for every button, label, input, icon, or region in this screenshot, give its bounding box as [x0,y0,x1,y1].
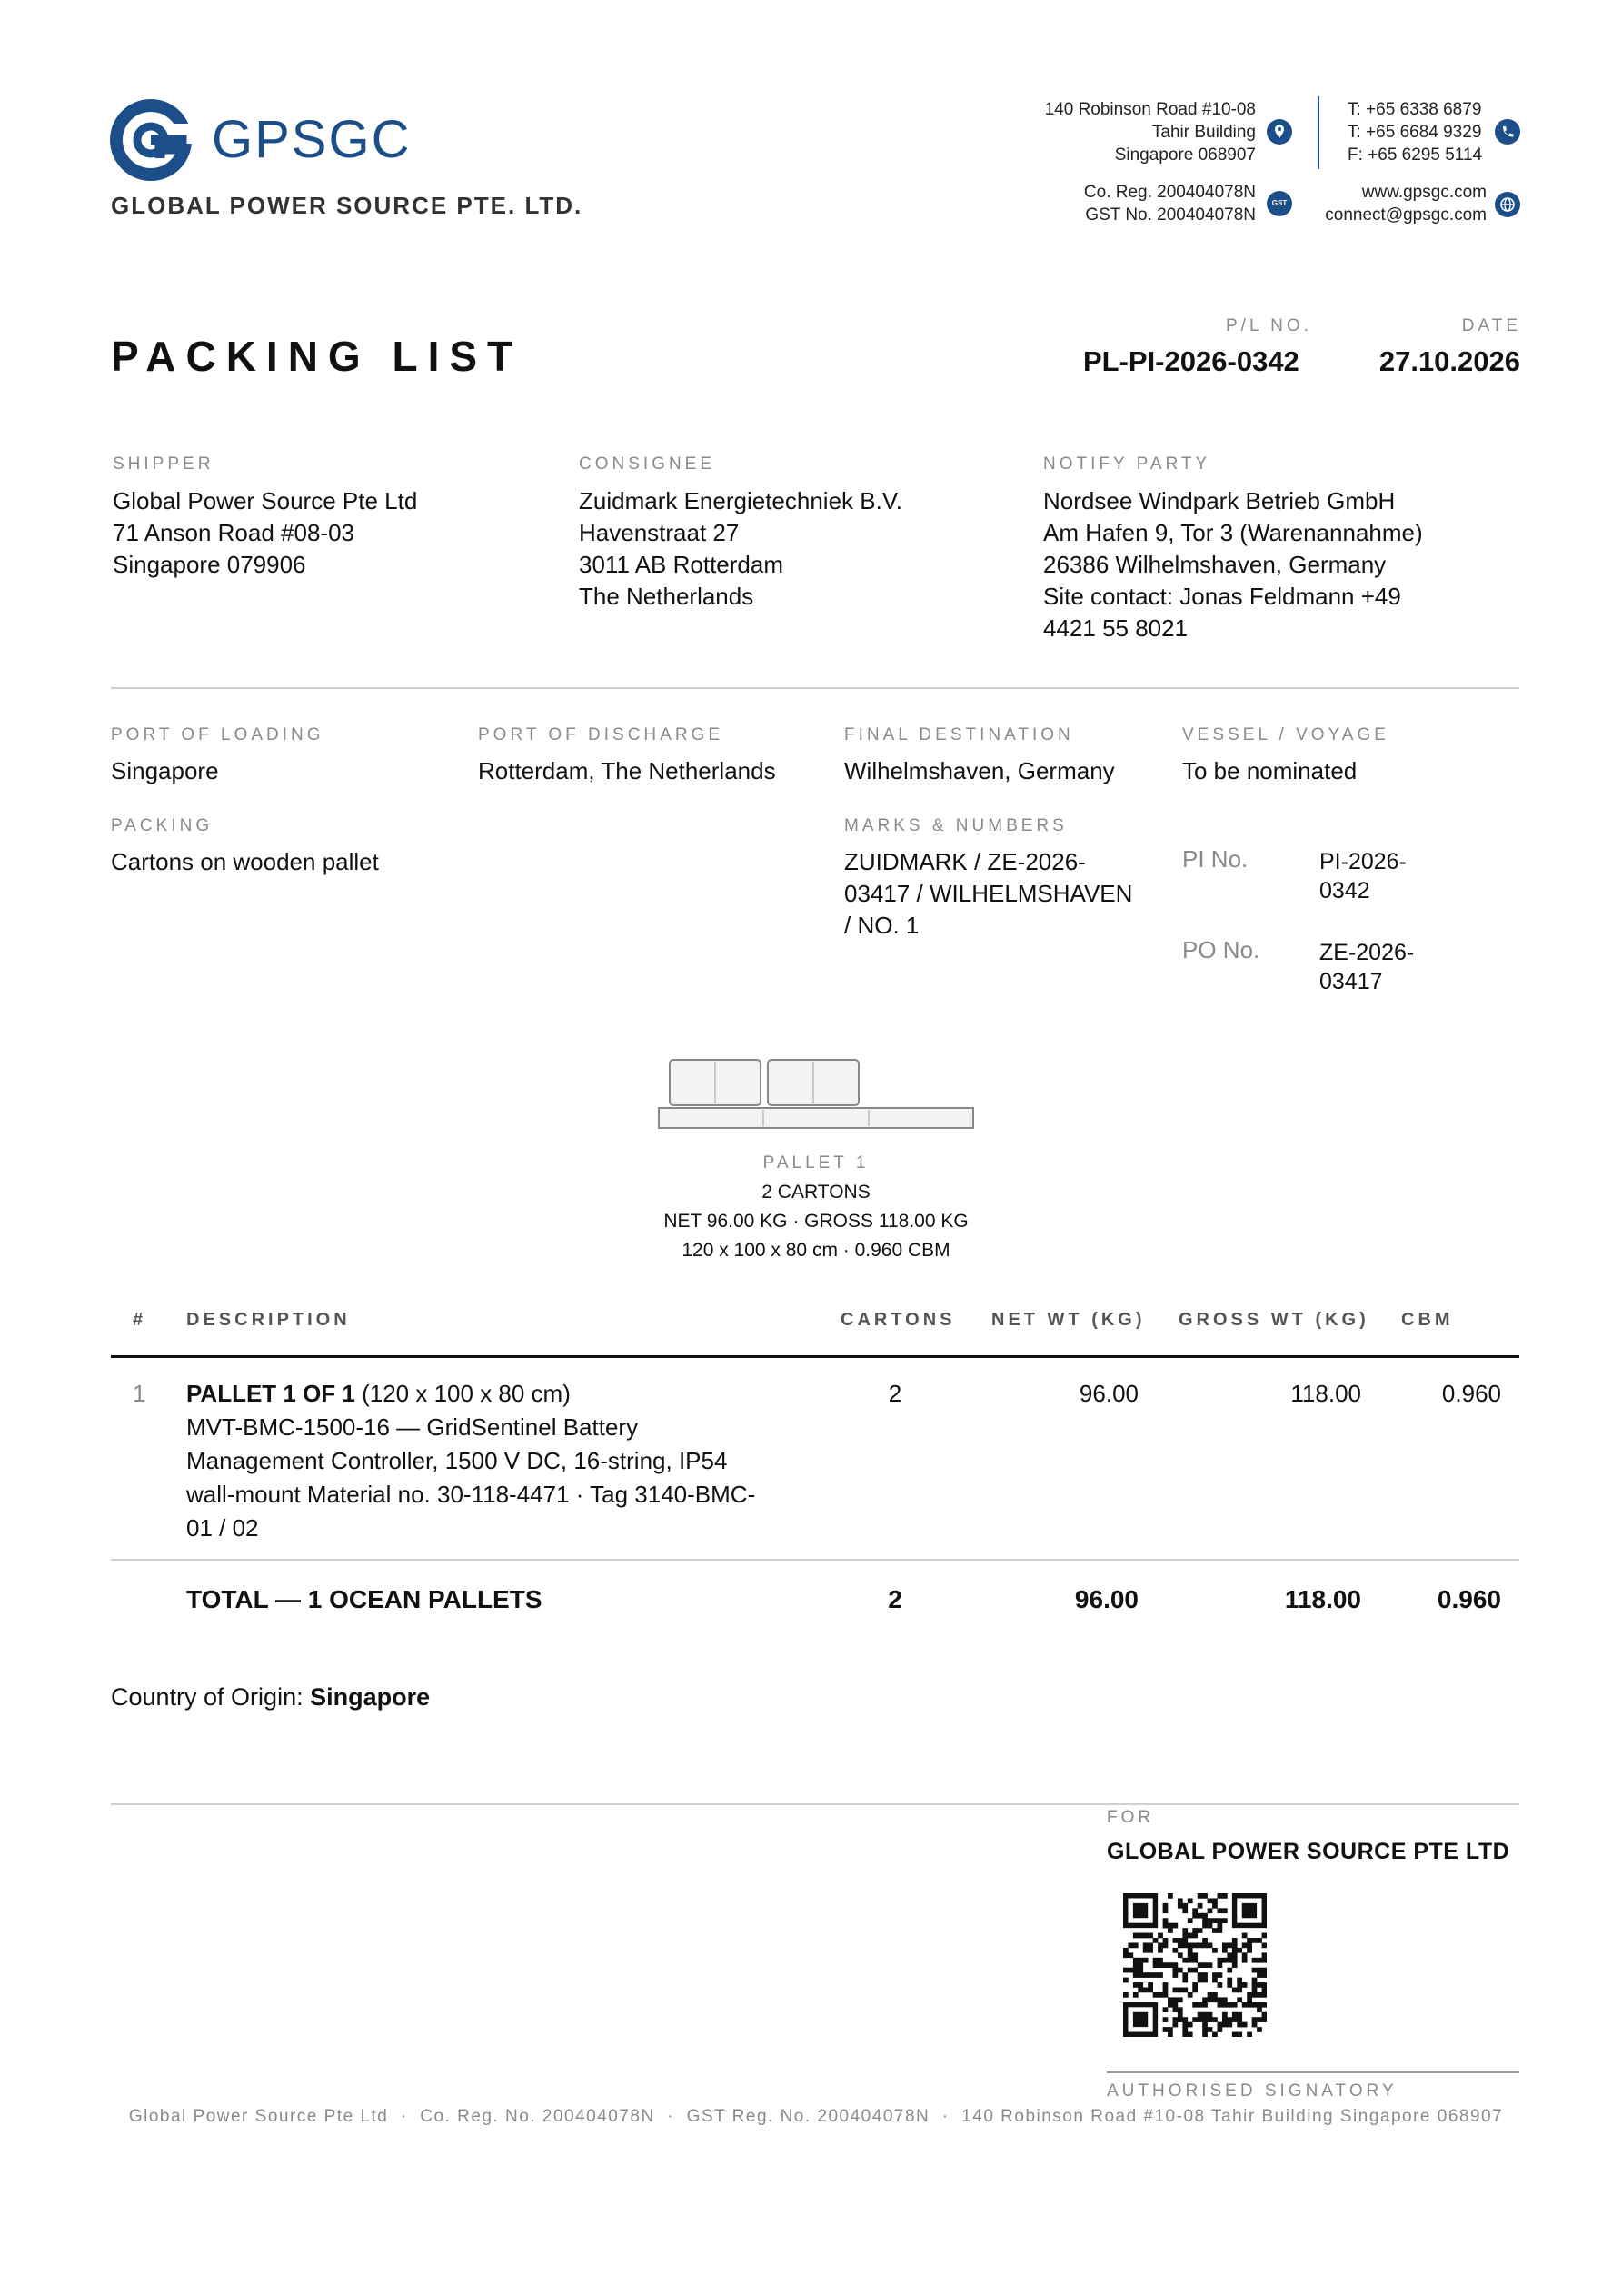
total-gross-wt: 118.00 [1284,1585,1361,1613]
shipper-block: SHIPPER Global Power Source Pte Ltd 71 Anson Road #08-03 Singapore 079906 [113,454,418,578]
phone-icon [1495,119,1520,145]
date-value: 27.10.2026 [1378,345,1520,377]
pl-no-label: P/L NO. [1226,316,1312,335]
row-cartons: 2 [888,1380,902,1407]
po-no-value: ZE-2026- 03417 [1319,940,1415,994]
company-logo-text: GPSGC [212,110,412,169]
col-header-num: # [133,1310,147,1330]
row-description: PALLET 1 OF 1 (120 x 100 x 80 cm) MVT-BMC-1500-16 — GridSentinel Battery Management Controller, 1500 V DC, 16-string, IP54 wall-mount Material no. 30-118-4471 · Tag 3140-BMC- 01 / 02 [186,1380,756,1542]
company-address: 140 Robinson Road #10-08 Tahir Building Singapore 068907 [1044,100,1256,165]
pallet-weights: NET 96.00 KG · GROSS 118.00 KG [663,1211,969,1232]
pallet-dims: 120 x 100 x 80 cm · 0.960 CBM [682,1240,950,1261]
pallet-label: PALLET 1 [762,1153,870,1173]
col-header-net-wt: NET WT (KG) [991,1310,1146,1330]
carton-1 [670,1060,761,1105]
location-pin-icon [1267,119,1292,145]
pallet-diagram [656,1058,976,1133]
pl-no-value: PL-PI-2026-0342 [1083,345,1299,377]
col-header-description: DESCRIPTION [186,1310,351,1330]
col-header-cartons: CARTONS [841,1310,956,1330]
port-of-discharge: PORT OF DISCHARGE Rotterdam, The Netherlands [478,725,776,784]
total-net-wt: 96.00 [1074,1585,1139,1613]
row-number: 1 [133,1380,146,1407]
col-header-gross-wt: GROSS WT (KG) [1179,1310,1369,1330]
notify-party-block: NOTIFY PARTY Nordsee Windpark Betrieb GmbH Am Hafen 9, Tor 3 (Warenannahme) 26386 Wilhelmshaven, Germany Site contact: Jonas Feldmann +49 4421 55 8021 [1043,454,1423,642]
date-label: DATE [1461,316,1521,335]
parties-divider [111,687,1519,689]
consignee-block: CONSIGNEE Zuidmark Energietechniek B.V. Havenstraat 27 3011 AB Rotterdam The Netherlands [579,454,903,610]
table-header-rule [111,1355,1519,1358]
row-title: PALLET 1 OF 1 [186,1380,355,1407]
pallet-cartons: 2 CARTONS [761,1182,871,1203]
packing-info: PACKING Cartons on wooden pallet [111,816,379,875]
globe-icon [1495,192,1520,217]
pi-no-label: PI No. [1182,845,1249,873]
company-logo-mark [109,98,193,182]
authorised-signatory-label: AUTHORISED SIGNATORY [1107,2081,1398,2101]
gst-badge-icon: GST [1267,191,1292,216]
marks-numbers: MARKS & NUMBERS ZUIDMARK / ZE-2026- 03417 / WILHELMSHAVEN / NO. 1 [844,816,1133,939]
qr-code [1123,1893,1267,2037]
footer-text: Global Power Source Pte Ltd · Co. Reg. No. 200404078N · GST Reg. No. 200404078N · 140 Robinson Road #10-08 Tahir Building Singapore 068907 [128,2107,1504,2126]
pallet-base [659,1108,973,1128]
signatory-company: GLOBAL POWER SOURCE PTE LTD [1107,1839,1510,1864]
port-of-loading: PORT OF LOADING Singapore [111,725,324,784]
for-label: FOR [1107,1808,1155,1827]
company-web: www.gpsgc.com connect@gpsgc.com [1325,183,1487,225]
row-net-wt: 96.00 [1079,1380,1139,1407]
row-gross-wt: 118.00 [1290,1380,1361,1407]
signature-line [1107,2071,1519,2073]
document-title: PACKING LIST [111,333,523,380]
po-no-label: PO No. [1182,936,1260,963]
row-cbm: 0.960 [1441,1380,1501,1407]
col-header-cbm: CBM [1401,1310,1454,1330]
pi-no-value: PI-2026- 0342 [1319,849,1407,903]
company-legal-name: GLOBAL POWER SOURCE PTE. LTD. [111,192,583,219]
company-phones: T: +65 6338 6879 T: +65 6684 9329 F: +65 6295 5114 [1348,100,1483,165]
country-of-origin: Country of Origin: Singapore [111,1683,431,1711]
carton-2 [768,1060,859,1105]
total-label: TOTAL — 1 OCEAN PALLETS [186,1585,542,1613]
signature-divider [111,1803,1519,1805]
table-row-rule [111,1559,1519,1561]
row-title-suffix: (120 x 100 x 80 cm) [354,1380,571,1407]
header-divider [1318,96,1319,169]
vessel-voyage: VESSEL / VOYAGE To be nominated [1182,725,1389,784]
total-cartons: 2 [888,1585,902,1613]
total-cbm: 0.960 [1437,1585,1501,1613]
final-destination: FINAL DESTINATION Wilhelmshaven, Germany [844,725,1115,784]
company-registration: Co. Reg. 200404078N GST No. 200404078N [1083,183,1256,225]
